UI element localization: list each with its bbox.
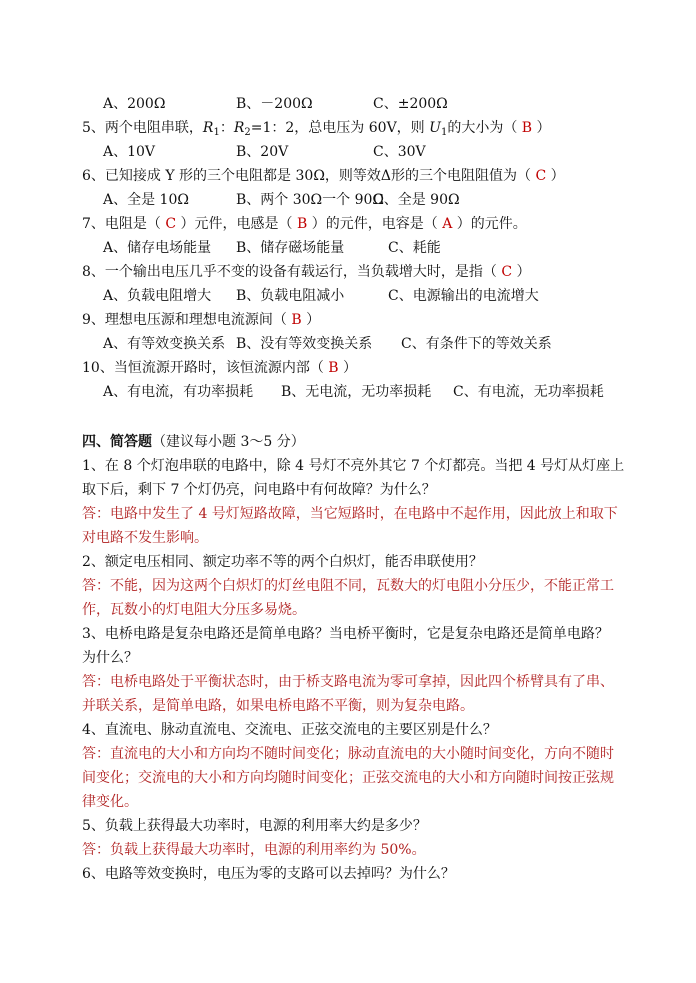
sa-q1-line-2: 取下后，剩下 7 个灯仍亮，问电路中有何故障？为什么？ <box>82 482 436 498</box>
q6-question: 6、已知接成 Y 形的三个电阻都是 30Ω，则等效Δ形的三个电阻阻值为（ C ） <box>82 168 565 184</box>
q7-option-a: A、储存电场能量 <box>103 240 212 256</box>
sa-q2-line-1: 2、额定电压相同、额定功率不等的两个白炽灯，能否串联使用？ <box>82 554 483 570</box>
q5-question: 5、两个电阻串联，$R_1$：$R_2=1$：2，总电压为 60V，则 $U_1$的大小为（ B ） <box>82 120 551 138</box>
q5-option-c: C、30V <box>373 144 426 160</box>
q7-option-b: B、储存磁场能量 <box>236 240 345 256</box>
section-title: 四、简答题 <box>82 434 152 450</box>
q8-options <box>103 284 643 308</box>
q6-answer: C <box>535 168 547 184</box>
sa-q1-line-1: 1、在 8 个灯泡串联的电路中，除 4 号灯不亮外其它 7 个灯都亮。当把 4 号灯从灯座上 <box>82 458 625 474</box>
q4-option-a: A、200Ω <box>103 96 166 112</box>
q10-question: 10、当恒流源开路时，该恒流源内部（ B ） <box>82 360 358 376</box>
q10-option-b: B、无电流，无功率损耗 <box>281 384 432 400</box>
q5-option-b: B、20V <box>236 144 289 160</box>
q10-options <box>103 380 643 404</box>
sa-a2-line-2: 作，瓦数小的灯电阻大分压多易烧。 <box>82 602 306 618</box>
sa-q3-line-2: 为什么？ <box>82 650 138 666</box>
q6-options <box>103 188 643 212</box>
sa-a5-line-1: 答：负载上获得最大功率时，电源的利用率约为 50%。 <box>82 842 426 858</box>
q9-option-a: A、有等效变换关系 <box>103 336 226 352</box>
section-heading <box>82 430 622 454</box>
sa-q4-line-1: 4、直流电、脉动直流电、交流电、正弦交流电的主要区别是什么？ <box>82 722 497 738</box>
sa-a4-line-3: 律变化。 <box>82 794 138 810</box>
q7-answer-3: A <box>442 216 453 232</box>
q9-question: 9、理想电压源和理想电流源间（ B ） <box>82 312 321 328</box>
q6-option-a: A、全是 10Ω <box>103 192 189 208</box>
sa-q6-line-1: 6、电路等效变换时，电压为零的支路可以去掉吗？为什么？ <box>82 866 455 882</box>
sa-a3-line-2: 并联关系，是简单电路，如果电桥电路不平衡，则为复杂电路。 <box>82 698 474 714</box>
q7-options <box>103 236 643 260</box>
q10-option-c: C、有电流，无功率损耗 <box>453 384 604 400</box>
q8-option-b: B、负载电阻减小 <box>236 288 345 304</box>
q5-options <box>103 140 643 164</box>
sa-a4-line-1: 答：直流电的大小和方向均不随时间变化；脉动直流电的大小随时间变化，方向不随时 <box>82 746 614 762</box>
sa-a3-line-1: 答：电桥电路处于平衡状态时，由于桥支路电流为零可拿掉，因此四个桥臂具有了串、 <box>82 674 614 690</box>
q9-option-c: C、有条件下的等效关系 <box>401 336 552 352</box>
q7-question: 7、电阻是（ C ）元件，电感是（ B ）的元件，电容是（ A ）的元件。 <box>82 216 527 232</box>
sa-a2-line-1: 答：不能，因为这两个白炽灯的灯丝电阻不同，瓦数大的灯电阻小分压少，不能正常工 <box>82 578 614 594</box>
sa-q3-line-1: 3、电桥电路是复杂电路还是简单电路？当电桥平衡时，它是复杂电路还是简单电路？ <box>82 626 609 642</box>
q6-option-b: B、两个 30Ω一个 90Ω <box>236 192 385 208</box>
q10-option-a: A、有电流，有功率损耗 <box>103 384 254 400</box>
q9-answer: B <box>291 312 302 328</box>
q9-option-b: B、没有等效变换关系 <box>236 336 373 352</box>
q10-answer: B <box>328 360 339 376</box>
sa-q5-line-1: 5、负载上获得最大功率时，电源的利用率大约是多少？ <box>82 818 427 834</box>
q7-answer-2: B <box>296 216 308 232</box>
q7-option-c: C、耗能 <box>388 240 441 256</box>
sa-a1-line-2: 对电路不发生影响。 <box>82 530 208 546</box>
sa-a1-line-1: 答：电路中发生了 4 号灯短路故障，当它短路时，在电路中不起作用，因此放上和取下 <box>82 506 618 522</box>
q5-answer: B <box>521 120 533 136</box>
q6-option-c: C、全是 90Ω <box>373 192 460 208</box>
q4-options <box>103 92 643 116</box>
q9-options <box>103 332 643 356</box>
sa-a4-line-2: 间变化；交流电的大小和方向均随时间变化；正弦交流电的大小和方向随时间按正弦规 <box>82 770 614 786</box>
q4-option-c: C、±200Ω <box>373 96 448 112</box>
q4-option-b: B、－200Ω <box>236 96 313 112</box>
q8-option-c: C、电源输出的电流增大 <box>388 288 539 304</box>
q8-option-a: A、负载电阻增大 <box>103 288 212 304</box>
q7-answer-1: C <box>165 216 177 232</box>
section-note: （建议每小题 3～5 分） <box>152 434 305 450</box>
q8-question: 8、一个输出电压几乎不变的设备有载运行，当负载增大时，是指（ C ） <box>82 264 531 280</box>
q5-option-a: A、10V <box>103 144 156 160</box>
q8-answer: C <box>501 264 513 280</box>
